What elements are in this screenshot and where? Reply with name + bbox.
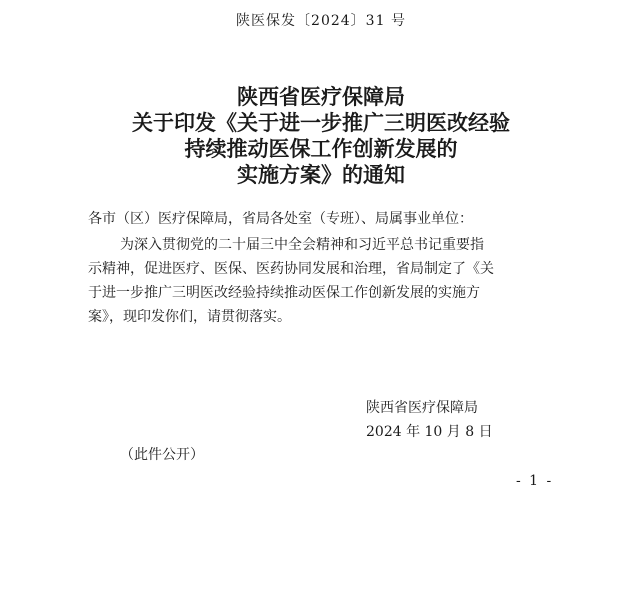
title-line-3: 持续推动医保工作创新发展的 — [184, 137, 458, 161]
body-line-1: 为深入贯彻党的二十届三中全会精神和习近平总书记重要指 — [120, 237, 484, 253]
body-paragraph — [88, 233, 558, 329]
body-line-2: 示精神，促进医疗、医保、医药协同发展和治理，省局制定了《关 — [88, 261, 494, 277]
signature-block — [366, 396, 493, 444]
body-line-4: 案》，现印发你们，请贯彻落实。 — [88, 309, 291, 325]
document-number: 陕医保发〔2024〕31 号 — [236, 13, 406, 29]
issuer-name: 陕西省医疗保障局 — [366, 400, 478, 416]
title-line-2: 关于印发《关于进一步推广三明医改经验 — [132, 111, 510, 135]
addressee-line: 各市（区）医疗保障局，省局各处室（专班）、局属事业单位： — [88, 211, 473, 227]
title-line-1: 陕西省医疗保障局 — [237, 85, 405, 109]
body-line-3: 于进一步推广三明医改经验持续推动医保工作创新发展的实施方 — [88, 285, 480, 301]
public-notice: （此件公开） — [120, 447, 204, 463]
document-title — [0, 84, 642, 188]
title-line-4: 实施方案》的通知 — [237, 163, 405, 187]
page-number: - 1 - — [516, 473, 554, 489]
issue-date: 2024 年 10 月 8 日 — [366, 424, 493, 440]
